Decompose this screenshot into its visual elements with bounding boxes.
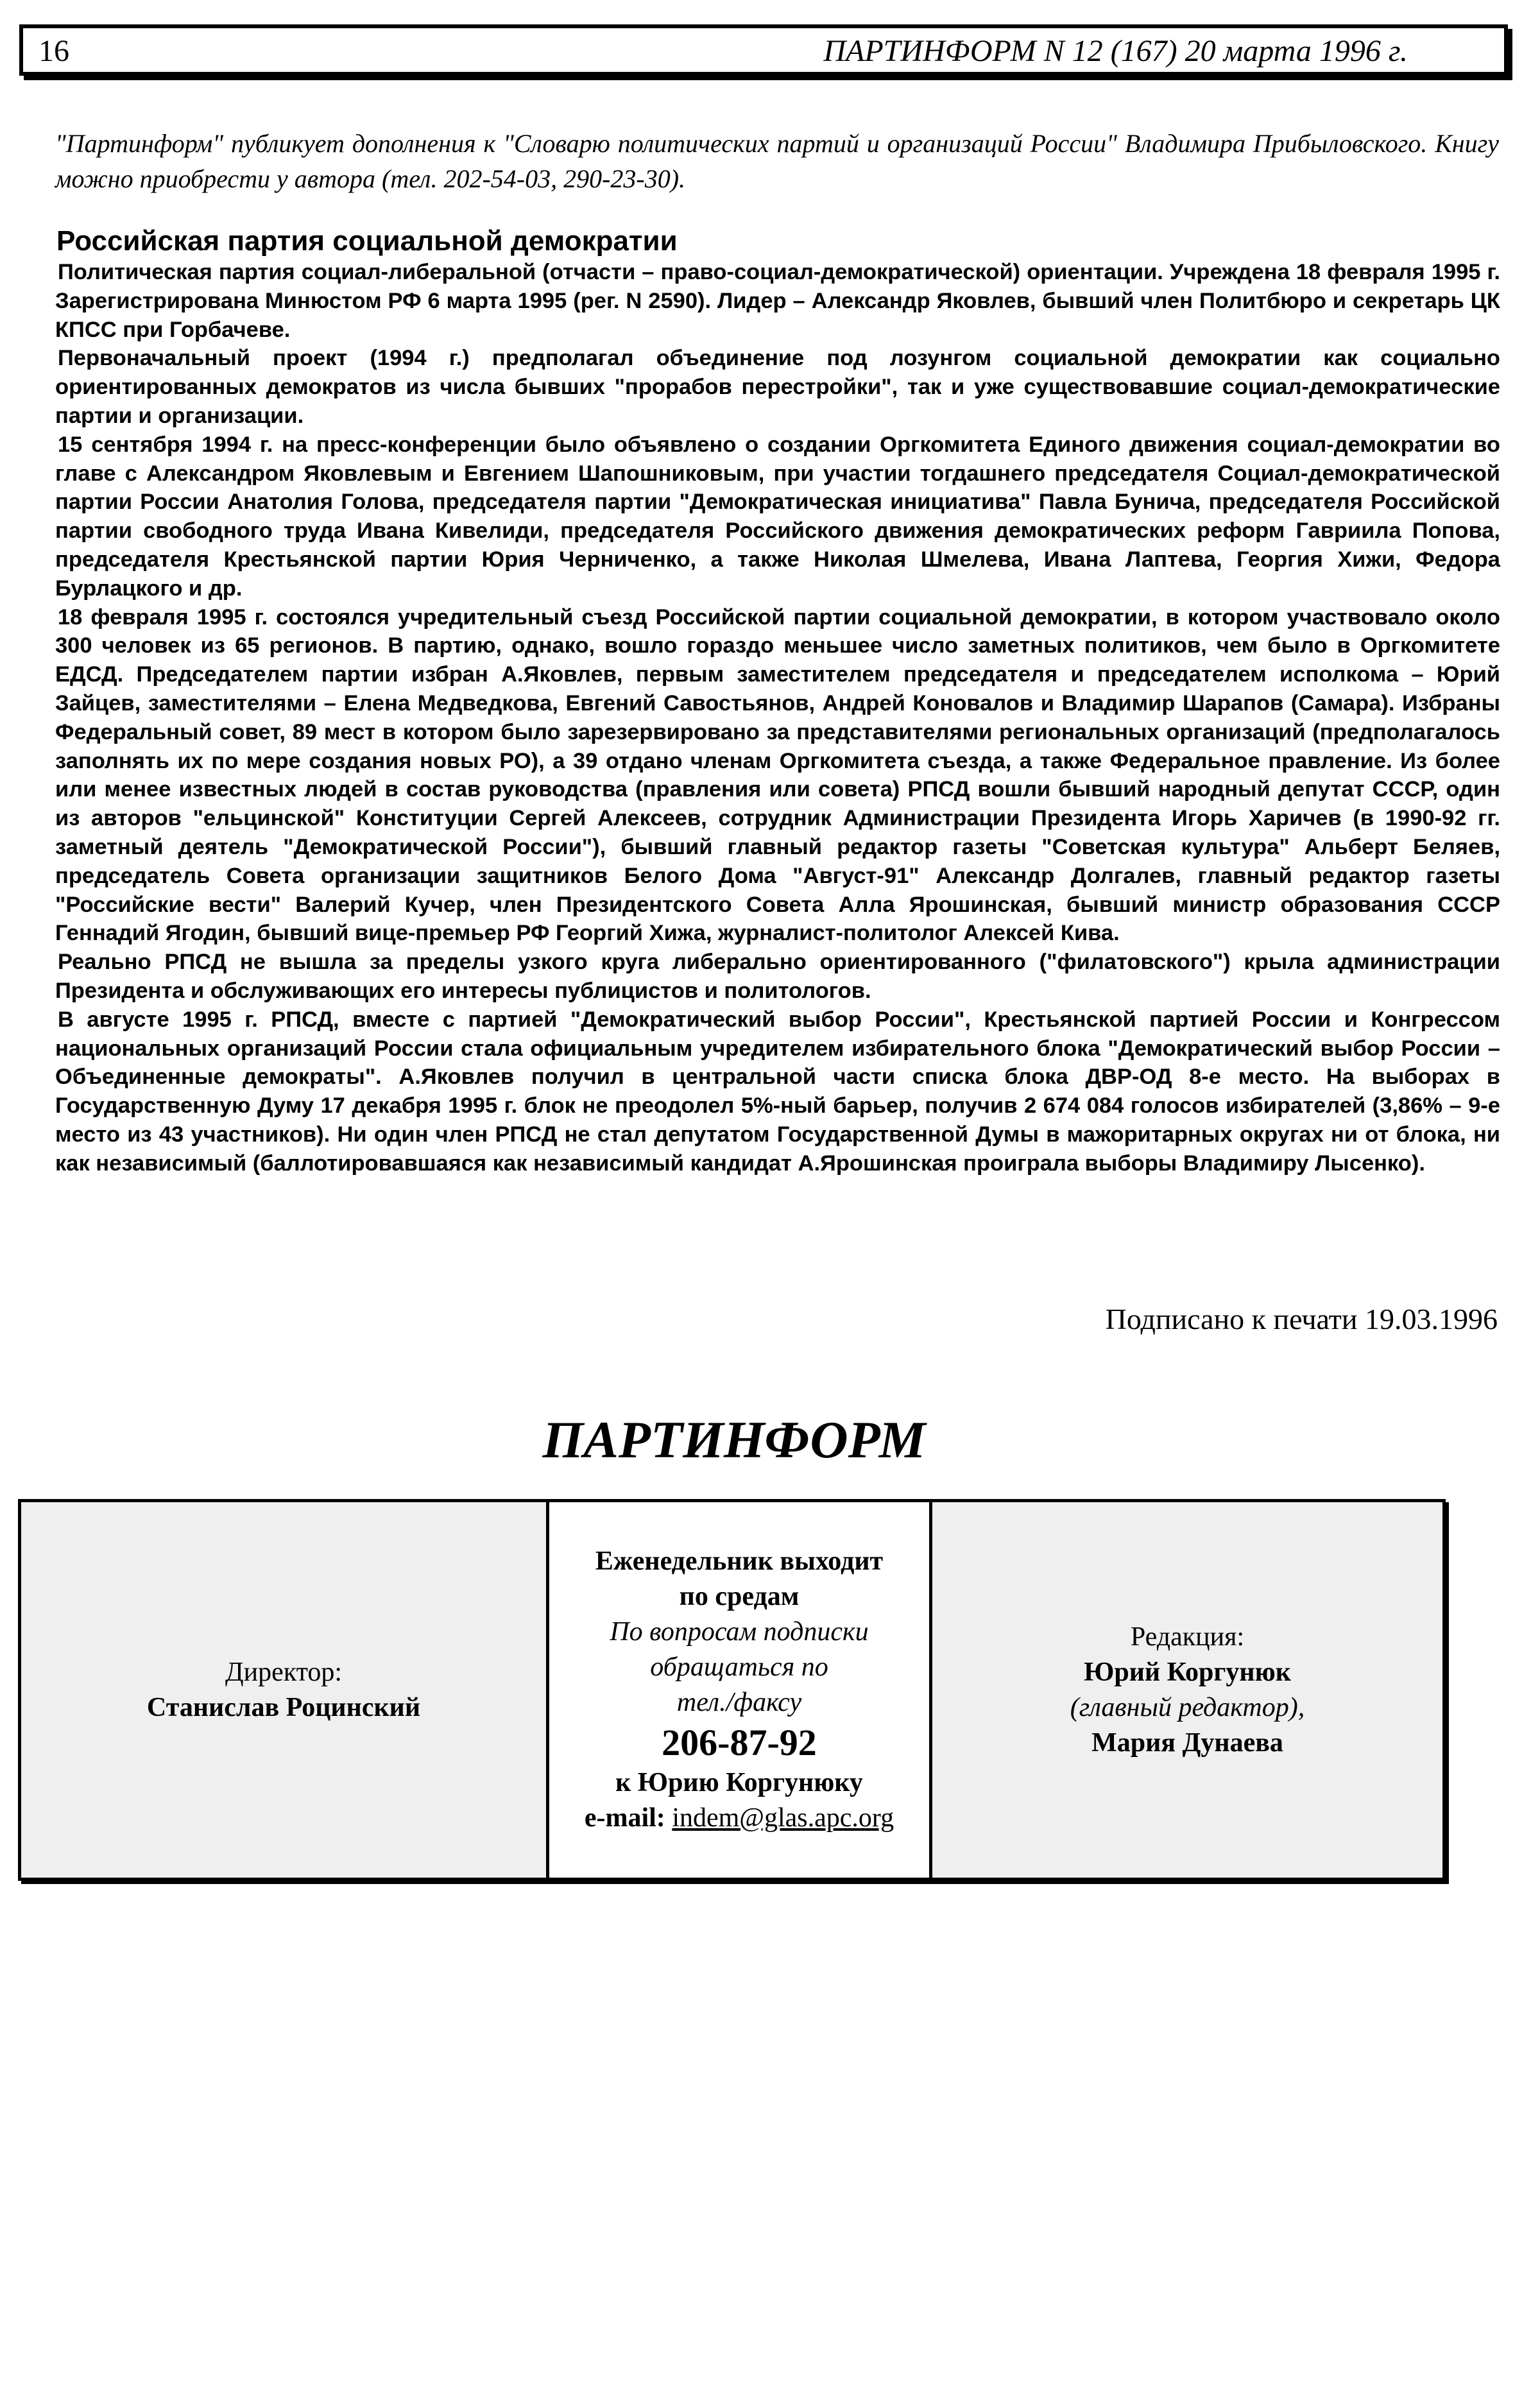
article-body xyxy=(55,258,1500,1178)
weekly-line: Еженедельник выходит xyxy=(595,1547,884,1576)
page-header xyxy=(19,24,1508,76)
director-column xyxy=(21,1502,546,1878)
contact-person: к Юрию Коргунюку xyxy=(615,1768,863,1797)
weekly-day: по средам xyxy=(679,1582,800,1611)
issue-title: ПАРТИНФОРМ N 12 (167) 20 марта 1996 г. xyxy=(823,34,1408,68)
article-paragraph: 18 февраля 1995 г. состоялся учредительный съезд Российской партии социальной демократии, в котором участвовало около 300 человек из 65 регионов. В партию, однако, вошло гораздо меньшее число заметных политиков, чем было в Оргкомитете ЕДСД. Председателем партии избран А.Яковлев, первым заместителем председателя и председателем исполкома – Юрий Зайцев, заместителями – Елена Медведкова, Евгений Савостьянов, Андрей Коновалов и Владимир Шарапов (Самара). Избраны Федеральный совет, 89 мест в котором было зарезервировано за представителями региональных организаций (предполагалось заполнять их по мере создания новых РО), а 39 отдано членам Оргкомитета съезда, а также Федеральное правление. Из более или менее известных людей в состав руководства (правления или совета) РПСД вошли бывший народный депутат СССР, один из авторов "ельцинской" Конституции Сергей Алексеев, сотрудник Администрации Президента Игорь Харичев (в 1990-92 гг. заметный деятель "Демократической России"), бывший главный редактор газеты "Советская культура" Альберт Беляев, председатель Совета организации защитников Белого Дома "Август-91" Александр Долгалев, главный редактор газеты "Российские вести" Валерий Кучер, член Президентского Совета Алла Ярошинская, бывший министр образования СССР Геннадий Ягодин, бывший вице-премьер РФ Георгий Хижа, журналист-политолог Алексей Кива. xyxy=(55,604,1500,946)
email-row xyxy=(585,1801,894,1836)
editor-name: Юрий Коргунюк xyxy=(1084,1657,1291,1687)
subscription-line: обращаться по xyxy=(650,1652,828,1682)
email-label: e-mail: xyxy=(584,1803,665,1833)
article-title: Российская партия социальной демократии xyxy=(56,225,678,257)
email-link[interactable]: indem@glas.apc.org xyxy=(672,1803,894,1833)
editorial-label: Редакция: xyxy=(1130,1622,1245,1652)
article-paragraph: Первоначальный проект (1994 г.) предполагал объединение под лозунгом социальной демократии как социально ориентированных демократов из числа бывших "прорабов перестройки", так и уже существовавшие социал-демократические партии и организации. xyxy=(55,346,1500,428)
article-paragraph: В августе 1995 г. РПСД, вместе с партией "Демократический выбор России", Крестьянской партией России и Конгрессом национальных организаций России стала официальным учредителем избирательного блока "Демократический выбор России – Объединенные демократы". А.Яковлев получил в центральной части списка блока ДВР-ОД 8-е место. На выборах в Государственную Думу 17 декабря 1995 г. блок не преодолел 5%-ный барьер, получив 2 674 084 голосов избирателей (3,86% – 9-е место из 43 участников). Ни один член РПСД не стал депутатом Государственной Думы в мажоритарных округах ни от блока, ни как независимый (баллотировавшаяся как независимый кандидат А.Ярошинская проиграла выборы Владимиру Лысенко). xyxy=(55,1007,1500,1176)
imprint-box xyxy=(18,1499,1446,1881)
masthead: ПАРТИНФОРМ xyxy=(542,1410,926,1469)
intro-note: "Партинформ" публикует дополнения к "Словарю политических партий и организаций России" Владимира Прибыловского. Книгу можно приобрести у автора (тел. 202-54-03, 290-23-30). xyxy=(55,129,1499,193)
article-paragraph: 15 сентября 1994 г. на пресс-конференции было объявлено о создании Оргкомитета Единого движения социал-демократии во главе с Александром Яковлевым и Евгением Шапошниковым, при участии тогдашнего председателя Социал-демократической партии России Анатолия Голова, председателя партии "Демократическая инициатива" Павла Бунича, председателя Российской партии свободного труда Ивана Кивелиди, председателя Российского движения демократических реформ Гавриила Попова, председателя Крестьянской партии Юрия Черниченко, а также Николая Шмелева, Ивана Лаптева, Георгия Хижи, Федора Бурлацкого и др. xyxy=(55,432,1500,601)
subscription-line: тел./факсу xyxy=(676,1688,802,1717)
phone-number: 206-87-92 xyxy=(662,1722,817,1763)
subscription-column xyxy=(546,1502,932,1878)
director-name: Станислав Роцинский xyxy=(146,1692,421,1722)
article-paragraph: Политическая партия социал-либеральной (отчасти – право-социал-демократической) ориентации. Учреждена 18 февраля 1995 г. Зарегистрирована Минюстом РФ 6 марта 1995 (рег. N 2590). Лидер – Александр Яковлев, бывший член Политбюро и секретарь ЦК КПСС при Горбачеве. xyxy=(55,260,1500,342)
editor-role: (главный редактор), xyxy=(1070,1692,1305,1722)
director-label: Директор: xyxy=(225,1657,343,1687)
article-paragraph: Реально РПСД не вышла за пределы узкого круга либерально ориентированного ("филатовского") крыла администрации Президента и обслуживающих его интересы публицистов и политологов. xyxy=(55,950,1500,1003)
editor2-name: Мария Дунаева xyxy=(1091,1727,1283,1758)
page-number: 16 xyxy=(38,34,69,68)
subscription-line: По вопросам подписки xyxy=(610,1617,869,1647)
editorial-column xyxy=(932,1502,1442,1878)
signed-for-print: Подписано к печати 19.03.1996 xyxy=(1105,1303,1498,1335)
